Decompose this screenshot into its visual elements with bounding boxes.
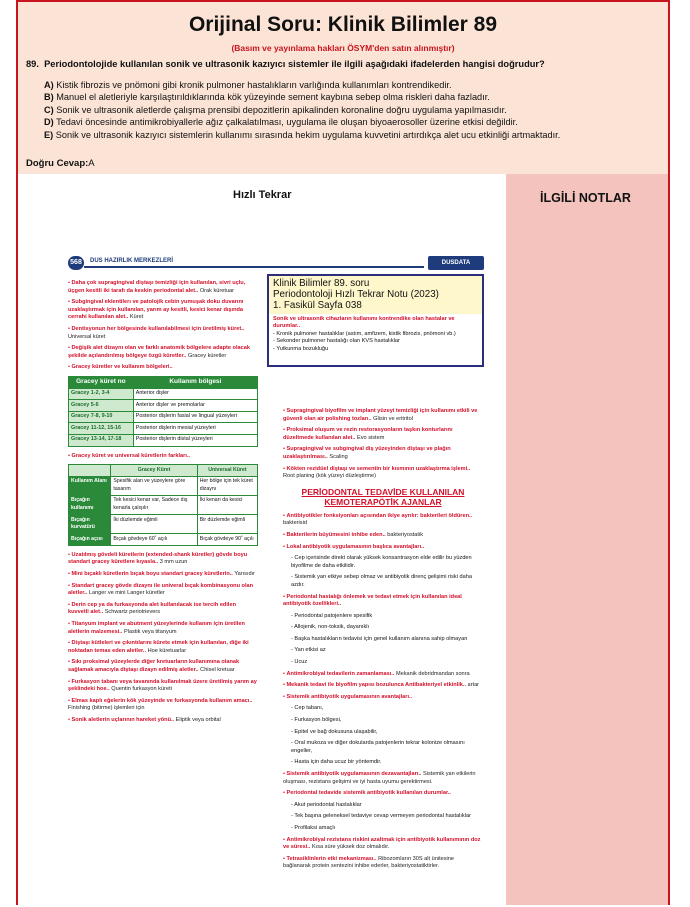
note-item-answer: Küret	[129, 314, 144, 321]
table-cell: Posterior dişlerin distal yüzeyleri	[133, 434, 257, 446]
table-row	[69, 495, 258, 514]
copyright-note: (Basım ve yayınlama hakları ÖSYM'den satın alınmıştır)	[231, 43, 455, 53]
note-item-answer: Eliptik veya orbital	[175, 716, 221, 723]
table-cell: Tek kesici kenar var, Sadece dış kenarla çalışılır	[111, 495, 197, 514]
option-letter: B)	[44, 92, 54, 103]
table-cell: Posterior dişlerin mesial yüzeyleri	[133, 423, 257, 435]
note-item-answer: Schwartz periotrievers	[104, 609, 161, 616]
note-item-answer: Scaling	[329, 453, 348, 460]
note-item-answer: Ribozomların 30S alt ünitesine bağlanarak protein sentezini inhibe ederler, bakteriyostatiktirler.	[283, 855, 455, 870]
note-ref-line1: Klinik Bilimler 89. soru	[273, 278, 370, 289]
note-item	[68, 364, 258, 372]
note-item	[68, 698, 258, 713]
table-cell: Gracey 11-12, 15-16	[69, 423, 134, 435]
option-text: Manuel el aletleriyle karşılaştırıldıklarında kök yüzeyinde sement kaybına sebep olma riskleri daha fazladır.	[56, 92, 490, 103]
note-item-question: Titanyum implant ve abutment yüzeylerinde kullanım için üretilen aletlerin malzemesi..	[68, 621, 245, 635]
table-cell: Bıçağın kullanımı	[69, 495, 111, 514]
note-item-question: Sistemik antibiyotik uygulamasının avantajları..	[286, 693, 413, 700]
option-text: Tedavi öncesinde antimikrobiyallerle ağız çalkalatılması, uygulama ile oluşan biyoaerosoller üzerine etkisi değildir.	[56, 117, 518, 128]
table-row	[69, 411, 258, 423]
note-item-question: Dentisyonun her bölgesinde kullanılabilmesi için üretilmiş küret..	[71, 325, 245, 332]
note-item-question: Antibiyotikler fonksiyonları açısından ikiye ayrılır: bakterileri öldüren..	[286, 512, 473, 519]
note-item	[68, 345, 258, 360]
book-left-column	[68, 280, 258, 729]
note-item-question: Diştaşı kütleleri ve çıkıntılarını kürete etmek için kullanılan, diğe iki noktadan temas eden aletler..	[68, 640, 249, 654]
table-header-cell: Universal Küret	[197, 465, 257, 477]
table-cell: Gracey 5-6	[69, 400, 134, 412]
note-intro: Sonik ve ultrasonik cihazların kullanımı kontrendike olan hastalar ve durumlar..	[273, 316, 455, 330]
book-page-header	[68, 256, 488, 270]
note-item-answer: bakteriyostatik	[387, 531, 424, 538]
note-item-answer: Root planing (kök yüzeyi düzleştirme)	[283, 473, 376, 480]
note-item-answer: bakterisid	[283, 520, 307, 527]
note-item	[68, 326, 258, 341]
note-list-item: - Sekonder pulmoner hastalığı olan KVS hastalıklar	[273, 338, 400, 345]
book-header-line	[84, 266, 424, 268]
note-item	[283, 427, 483, 442]
note-item-question: Proksimal oluşum ve rezin restorasyonların taşkın konturlarını düzeltmede kullanılan alet..	[283, 427, 453, 441]
note-item-answer: Glisin ve eritritol	[373, 415, 413, 422]
option-item	[44, 104, 668, 116]
note-item	[68, 679, 258, 694]
table-cell: Gracey 7-8, 9-10	[69, 411, 134, 423]
note-item	[283, 446, 483, 461]
sub-item: - Akut periodontal hastalıklar	[283, 802, 483, 810]
note-item-answer: Evo sistem	[357, 434, 385, 441]
page-title: Orijinal Soru: Klinik Bilimler 89	[188, 13, 498, 36]
sub-item: - Oral mukoza ve diğer dokularda patojenlerin tekrar kolonize olmasını engeller,	[283, 740, 483, 755]
option-letter: D)	[44, 117, 54, 128]
note-item-question: Gracey küretler ve kullanım bölgeleri..	[71, 364, 173, 371]
table-cell: Anterior dişler ve premolarlar	[133, 400, 257, 412]
section-heading-chemotherapeutic: PERİODONTAL TEDAVİDE KULLANILAN KEMOTERAPÖTİK AJANLAR	[301, 486, 465, 507]
note-item	[68, 571, 258, 579]
sub-item: - Epitel ve bağ dokusuna ulaşabilir,	[283, 729, 483, 737]
note-item-question: Subgingival eklentilerı ve patolojik cebin yumuşak doku duvarını uzaklaştırmak için kullanılan, yarım ay kesitli, kesici kenar dışında cerrahi kullanılan alet..	[68, 299, 244, 321]
note-item-answer: Langer ve mini Langer küretler	[88, 590, 165, 597]
note-reference-content	[269, 314, 482, 355]
table-cell: Bıçak gövdeye 90˚ açılı	[197, 534, 257, 546]
note-item-answer: Hoe küretuarlar	[147, 647, 187, 654]
table-header-cell: Gracey Küret	[111, 465, 197, 477]
note-item	[283, 837, 483, 852]
note-item-answer: Plastik veya titanyum	[123, 628, 177, 635]
table-cell: İki düzlemde eğimli	[111, 515, 197, 534]
option-item	[44, 79, 668, 91]
note-item	[283, 408, 483, 423]
note-item-answer: Kısa süre yüksek doz olmalıdır.	[311, 844, 390, 851]
table-cell: Spesifik alan ve yüzeylere göre tasarım	[111, 476, 197, 495]
gracey-table	[68, 376, 258, 447]
option-item	[44, 129, 668, 141]
note-item	[283, 682, 483, 690]
note-item-answer: 3 mm uzun	[159, 559, 188, 566]
note-item	[68, 299, 258, 322]
note-item-question: Sıkı proksimal yüzeylerde diğer kretuarların kullanımına olanak sağlamak amacıyla diştaşı dizayn edilmiş aletler..	[68, 659, 240, 673]
option-letter: E)	[44, 129, 54, 140]
question-number: 89.	[26, 59, 39, 69]
table-row	[69, 400, 258, 412]
note-item-answer: Finishing (bitirme) işlemleri için	[68, 705, 145, 712]
sub-item: - Başka hastalıkların tedavisi için genel kullanım alanına sahip olmayan	[283, 636, 483, 644]
sub-item: - Sistemik yan etkiye sebep olmaz ve antibiyotik direnç gelişimi riski daha azdır.	[283, 574, 483, 589]
note-item	[283, 771, 483, 786]
note-item	[283, 466, 483, 481]
sub-item: - Tek başına geleneksel tedaviye cevap vermeyen periodontal hastalıklar	[283, 813, 483, 821]
note-item	[68, 602, 258, 617]
note-item-question: Periodontal hastalığı önlemek ve tedavi etmek için kullanılan ideal antibiyotik özellikleri..	[283, 593, 462, 608]
table-cell: Her bölge için tek küret dizaynı	[197, 476, 257, 495]
note-item	[283, 790, 483, 798]
table-row	[69, 476, 258, 495]
note-item	[68, 717, 258, 725]
note-item-question: Kökten rezidüel diştaşı ve sementin bir kısmının uzaklaştırma işlemi..	[286, 465, 471, 472]
quick-review-column	[18, 174, 506, 905]
note-item-question: Mini bıçaklı küretlerin bıçak boyu standart gracey küretlerin..	[71, 571, 233, 578]
note-item	[283, 594, 483, 609]
sub-item: - Periodontal patojenlere spesifik	[283, 613, 483, 621]
note-item-question: Supragingival biyofilm ve implant yüzeyi temizliği için kullanımı etkili ve güvenli olan air polishing tozları..	[283, 408, 478, 422]
note-list-item: - Kronik pulmoner hastalıklar (astım, amfizem, kistik fibrozis, pnömoni vb.)	[273, 330, 456, 337]
note-item	[68, 621, 258, 636]
note-item	[283, 671, 483, 679]
note-item-question: Sistemik antibiyotik uygulamasının dezavantajları..	[286, 771, 422, 777]
note-item-answer: Chisel kretuar	[200, 666, 235, 673]
option-item	[44, 116, 668, 128]
note-item-question: Elmas kaplı eğelerin kök yüzeyinde ve furkasyonda kullanım amacı..	[71, 697, 253, 704]
table-cell: Anterior dişler	[133, 388, 257, 400]
question-text	[26, 59, 668, 69]
table-row	[69, 388, 258, 400]
note-item	[283, 856, 483, 871]
note-item-question: Supragingival ve subgingival diş yüzeyinden diştaşı ve plağın uzaklaştırılması..	[283, 446, 451, 460]
option-text: Sonik ve ultrasonik aletlerde çalışma prensibi depozitlerin apikalinden koronaline doğru uygulama yapılmasıdır.	[56, 104, 507, 115]
sub-item: - Furkasyon bölgesi,	[283, 717, 483, 725]
note-item-question: Uzatılmış gövdeli küretlerin (extended-shank küretler) gövde boyu standart gracey küretlere kıyasla..	[68, 551, 248, 566]
question-body: Periodontolojide kullanılan sonik ve ultrasonik kazıyıcı sistemler ile ilgili aşağıdaki ifadelerden hangisi doğrudur?	[44, 59, 545, 69]
sub-item: - Yan etkisi az	[283, 647, 483, 655]
compare-label: Gracey küret ve universal küretlerin farkları..	[71, 452, 190, 459]
table-header-cell: Gracey küret no	[69, 376, 134, 388]
table-cell: Gracey 1-2, 3-4	[69, 388, 134, 400]
note-item-question: Daha çok supragingival diştaşı temizliği için kullanılan, sivri uçlu, üçgen kesitli iki tarafı da keskin periodontal alet..	[68, 280, 246, 294]
note-item	[68, 552, 258, 567]
table-cell: Kullanım Alanı	[69, 476, 111, 495]
book-brand: DUS HAZIRLIK MERKEZLERİ	[90, 258, 173, 264]
note-item-question: Lokal antibiyotik uygulamasının başlıca avantajları..	[286, 543, 425, 550]
sub-item: - Cep içerisinde direkt olarak yüksek konsantrasyon elde edilir bu yüzden biyofilme de daha etkilidir.	[283, 555, 483, 570]
note-ref-line2: Periodontoloji Hızlı Tekrar Notu (2023)	[273, 289, 439, 300]
answer-label: Doğru Cevap:	[26, 158, 89, 170]
note-item-question: Standart gracey gövde dizaynı ile univeral bıçak kombinasyonu olan aletler..	[68, 582, 254, 597]
note-item-question: Antimikrobiyal rezistans riskini azaltmak için antibiyotik kullanımının doz ve süresi..	[283, 836, 481, 851]
table-cell: Gracey 13-14, 17-18	[69, 434, 134, 446]
question-panel	[18, 2, 668, 174]
note-list-item: - Yutkunma bozukluğu	[273, 345, 329, 352]
book-right-column	[283, 408, 483, 875]
sub-item: - Hasta için daha ucuz bir yöntemdir.	[283, 759, 483, 767]
note-item-question: Tetrasiklinlerin etki mekanizması..	[286, 855, 377, 862]
sub-item: - Allojenik, non-toksik, dayanıklı	[283, 624, 483, 632]
note-item	[283, 544, 483, 552]
note-item-question: Değişik alet dizaynı olan ve farklı anatomik bölgelere adapte olacak şekilde açılandırılmış bölgeye özgü küretler..	[68, 345, 250, 359]
table-cell: Bıçağın açısı	[69, 534, 111, 546]
book-page-number: 568	[68, 256, 84, 270]
note-item	[68, 659, 258, 674]
option-item	[44, 91, 668, 103]
note-item-answer: Yarısıdır	[234, 571, 256, 578]
table-row	[69, 434, 258, 446]
note-item	[283, 532, 483, 540]
note-item-answer: Universal küret	[68, 333, 106, 340]
curette-compare-table	[68, 464, 258, 546]
related-notes-heading: İLGİLİ NOTLAR	[540, 191, 631, 205]
note-item	[68, 583, 258, 598]
table-cell: İki kenarı da kesici	[197, 495, 257, 514]
book-logo: DUSDATA	[428, 256, 484, 270]
table-row	[69, 515, 258, 534]
note-item-question: Periodontal tedavide sistemik antibiyotik kullanılan durumlar..	[286, 790, 451, 797]
note-reference-box	[267, 274, 484, 367]
note-item-answer: Orak küretuar	[199, 287, 235, 294]
option-letter: A)	[44, 80, 54, 90]
note-item-question: Bakterilerin büyümesini inhibe eden..	[286, 531, 386, 538]
note-ref-line3: 1. Fasikül Sayfa 038	[273, 300, 362, 311]
note-item-answer: Quentin furkasyon küreti	[111, 686, 172, 693]
note-item-question: Furkasyon tabanı veya tavanında kullanılmak üzere üretilmiş yarım ay şeklindeki hoe..	[68, 678, 257, 693]
sub-item: - Ucuz	[283, 659, 483, 667]
table-header-cell	[69, 465, 111, 477]
option-letter: C)	[44, 104, 54, 115]
note-item-answer: Gracey küretler	[188, 352, 227, 359]
note-item-question: Mekanik tedavi ile biyofilm yapısı bozulunca Antibakteriyel etkinlik..	[286, 682, 466, 689]
options-list	[44, 79, 668, 141]
note-reference-header	[269, 276, 482, 314]
table-header-cell: Kullanım bölgesi	[133, 376, 257, 388]
table-row	[69, 534, 258, 546]
related-notes-column	[506, 174, 668, 905]
table-cell: Bıçağın kurvatürü	[69, 515, 111, 534]
table-row	[69, 423, 258, 435]
table-cell: Bıçak gövdeye 60˚ açılı	[111, 534, 197, 546]
correct-answer	[26, 158, 668, 169]
table-cell: Bir düzlemde eğimli	[197, 515, 257, 534]
note-item	[283, 513, 483, 528]
note-item-question: Derin cep ya da furkasyonda alet kullanılacak ise tercih edilen kuvvetli alet..	[68, 601, 236, 616]
quick-review-heading: Hızlı Tekrar	[233, 189, 292, 201]
note-item	[283, 694, 483, 702]
note-item-answer: artar	[467, 682, 480, 689]
note-item-answer: Mekanik debridmandan sonra	[395, 670, 470, 677]
sub-item: - Cep tabanı,	[283, 705, 483, 713]
page-frame	[16, 0, 670, 905]
option-text: Kistik fibrozis ve pnömoni gibi kronik pulmoner hastalıkların varlığında kullanımları kontrendikedir.	[56, 80, 452, 90]
table-cell: Posterior dişlerin fasial ve lingual yüzeyleri	[133, 411, 257, 423]
answer-value: A	[88, 158, 95, 170]
note-item	[68, 640, 258, 655]
option-text: Sonik ve ultrasonik kazıyıcı sistemlerin kullanımı sırasında hekim uygulama kuvvetini artırdıkça alet ucu etkinliği artmaktadır.	[55, 129, 561, 140]
sub-item: - Profilaksi amaçlı	[283, 825, 483, 833]
note-item-question: Sonik aletlerin uçlarının hareket yönü..	[71, 716, 175, 723]
note-item	[68, 280, 258, 295]
note-item-answer: Sistemik yan etkilerin oluşması, rezistans gelişimi ve iyi hasta uyumu gerektirmesi.	[283, 771, 476, 785]
note-item-question: Antimikrobiyal tedavilerin zamanlaması..	[286, 670, 395, 677]
